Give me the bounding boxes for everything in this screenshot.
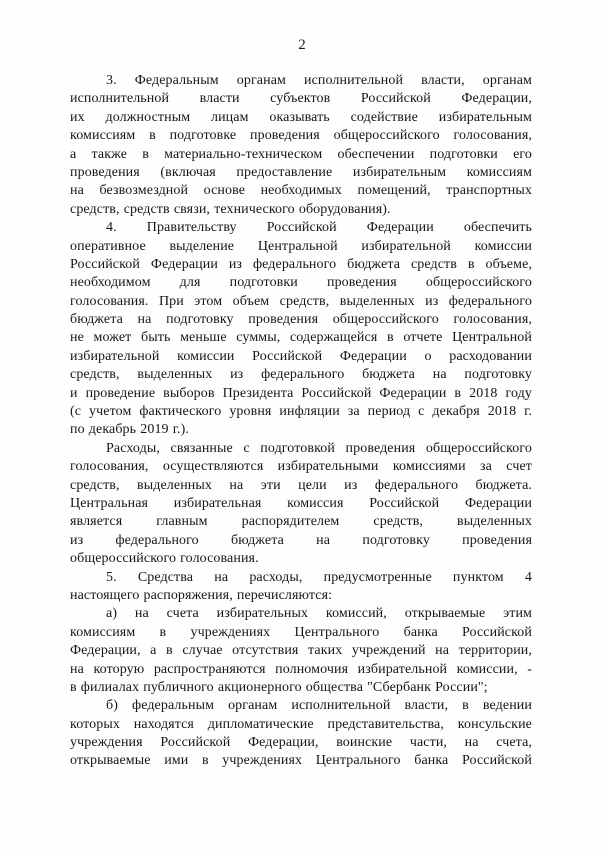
- text-line: 5. Средства на расходы, предусмотренные пунктом 4: [106, 569, 532, 585]
- text-line: 3. Федеральным органам исполнительной власти, органам: [106, 73, 532, 88]
- text-line: голосования. При этом объем средств, выделенных из федерального: [70, 293, 532, 309]
- text-line: Российской Федерации из федерального бюджета средств в объеме,: [70, 256, 532, 272]
- paragraph: [70, 219, 532, 440]
- text-line: настоящего распоряжения, перечисляются:: [70, 587, 333, 603]
- paragraph: [70, 569, 532, 606]
- text-line: Федерации, а в случае отсутствия таких учреждений на территории,: [70, 643, 532, 659]
- text-line: (с учетом фактического уровня инфляции за период с декабря 2018 г.: [70, 404, 532, 420]
- paragraph: [70, 605, 532, 697]
- text-line: в филиалах публичного акционерного общества "Сбербанк России";: [70, 679, 488, 695]
- text-line: бюджета на подготовку проведения общероссийского голосования,: [70, 312, 532, 328]
- page-number: 2: [298, 37, 306, 53]
- text-line: общероссийского голосования.: [70, 551, 259, 567]
- text-line: на безвозмездной основе необходимых помещений, транспортных: [70, 183, 532, 199]
- text-line: средств, средств связи, технического оборудования).: [70, 201, 391, 217]
- text-line: на которую распространяются полномочия избирательной комиссии, -: [70, 661, 532, 677]
- paragraph: [70, 697, 532, 771]
- text-line: а также в материально-техническом обеспечении подготовки его: [70, 146, 532, 162]
- text-line: а) на счета избирательных комиссий, открываемые этим: [106, 606, 532, 622]
- text-line: открываемые ими в учреждениях Центрального банка Российской: [70, 753, 532, 769]
- text-line: исполнительной власти субъектов Российской Федерации,: [70, 91, 532, 107]
- text-line: Центральная избирательная комиссия Российской Федерации: [70, 495, 532, 511]
- text-line: б) федеральным органам исполнительной власти, в ведении: [106, 698, 532, 714]
- text-line: из федерального бюджета на подготовку проведения: [70, 532, 532, 548]
- text-line: и проведение выборов Президента Российской Федерации в 2018 году: [70, 385, 532, 401]
- text-line: оперативное выделение Центральной избирательной комиссии: [70, 238, 532, 254]
- text-line: Расходы, связанные с подготовкой проведения общероссийского: [106, 440, 532, 456]
- text-line: не может быть меньше суммы, содержащейся в отчете Центральной: [70, 330, 532, 346]
- text-line: средств, выделенных на эти цели из федерального бюджета.: [70, 477, 532, 493]
- paragraph: [70, 72, 532, 219]
- text-line: их должностным лицам оказывать содействие избирательным: [70, 109, 532, 125]
- paragraph: [70, 440, 532, 569]
- text-line: комиссиям в подготовке проведения общероссийского голосования,: [70, 128, 532, 144]
- text-line: комиссиям в учреждениях Центрального банка Российской: [70, 624, 532, 640]
- text-line: избирательной комиссии Российской Федерации о расходовании: [70, 348, 532, 364]
- text-line: которых находятся дипломатические представительства, консульские: [70, 716, 532, 732]
- text-line: является главным распорядителем средств, выделенных: [70, 514, 532, 530]
- text-line: 4. Правительству Российской Федерации обеспечить: [106, 220, 532, 236]
- text-block: [70, 72, 532, 771]
- text-line: необходимом для подготовки проведения общероссийского: [70, 275, 532, 291]
- text-line: по декабрь 2019 г.).: [70, 422, 189, 438]
- text-line: проведения (включая предоставление избирательным комиссиям: [70, 164, 532, 180]
- text-line: средств, выделенных из федерального бюджета на подготовку: [70, 367, 532, 383]
- text-line: учреждения Российской Федерации, воинские части, на счета,: [70, 735, 532, 751]
- text-line: голосования, осуществляются избирательными комиссиями за счет: [70, 459, 532, 475]
